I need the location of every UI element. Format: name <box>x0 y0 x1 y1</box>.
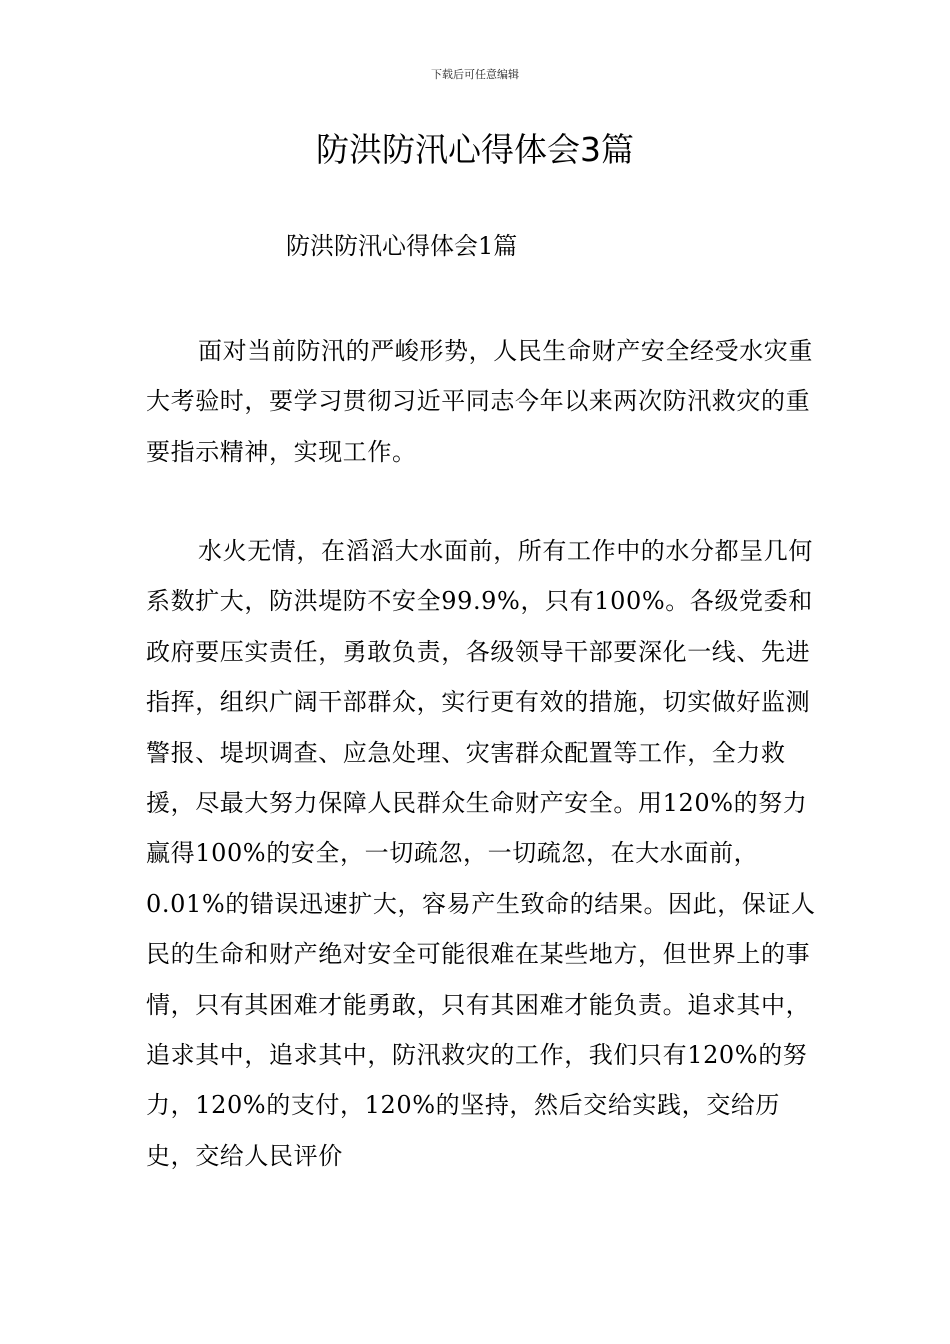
body-paragraph-2: 水火无情，在滔滔大水面前，所有工作中的水分都呈几何系数扩大，防洪堤防不安全99.9%，只有100%。各级党委和政府要压实责任，勇敢负责，各级领导干部要深化一线、先进指挥，组织广阔干部群众，实行更有效的措施，切实做好监测警报、堤坝调查、应急处理、灾害群众配置等工作，全力救援，尽最大努力保障人民群众生命财产安全。用120%的努力赢得100%的安全，一切疏忽，一切疏忽，在大水面前，0.01%的错误迅速扩大，容易产生致命的结果。因此，保证人民的生命和财产绝对安全可能很难在某些地方，但世界上的事情，只有其困难才能勇敢，只有其困难才能负责。追求其中，追求其中，追求其中，防汛救灾的工作，我们只有120%的努力，120%的支付，120%的坚持，然后交给实践，交给历史，交给人民评价 <box>146 537 816 1170</box>
body-paragraph-1: 面对当前防汛的严峻形势，人民生命财产安全经受水灾重大考验时，要学习贯彻习近平同志今年以来两次防汛救灾的重要指示精神，实现工作。 <box>146 337 813 466</box>
document-title: 防洪防汛心得体会3篇 <box>316 130 634 169</box>
section-subtitle: 防洪防汛心得体会1篇 <box>286 232 518 260</box>
header-note: 下载后可任意编辑 <box>431 68 519 81</box>
